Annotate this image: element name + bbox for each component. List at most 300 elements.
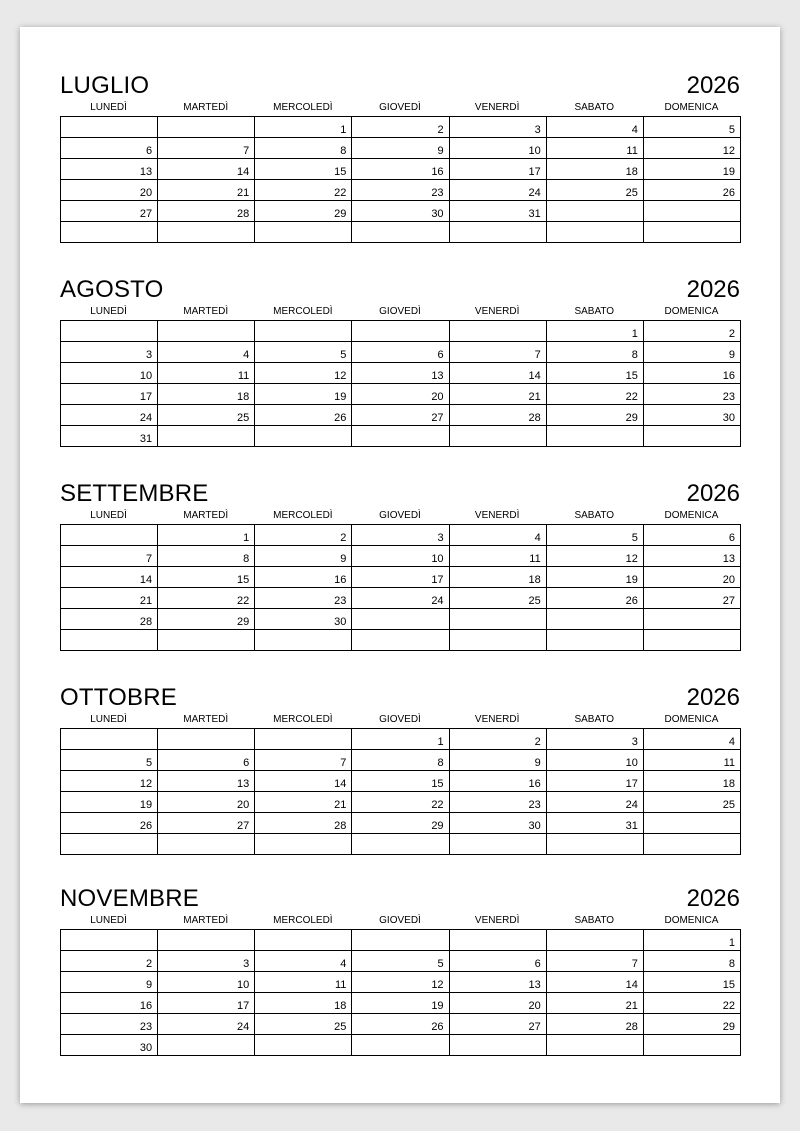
day-number: 26 (722, 187, 735, 199)
day-cell (255, 630, 352, 651)
day-number: 6 (146, 145, 153, 157)
month-block-agosto (60, 272, 740, 447)
weekday-label: LUNEDÌ (90, 510, 127, 521)
weekday-label: MARTEDÌ (183, 510, 229, 521)
day-number: 2 (534, 736, 541, 748)
day-number: 12 (139, 778, 153, 790)
day-cell (546, 363, 643, 384)
day-cell (61, 729, 158, 750)
day-number: 19 (139, 799, 153, 811)
day-cell (61, 159, 158, 180)
month-title: OTTOBRE (60, 684, 177, 711)
day-number: 8 (728, 958, 735, 970)
day-cell (158, 588, 255, 609)
day-number: 28 (334, 820, 347, 832)
day-number: 17 (431, 574, 444, 586)
week-row (61, 951, 741, 972)
weekday-label: MERCOLEDÌ (273, 510, 333, 521)
day-number: 22 (431, 799, 444, 811)
day-number: 24 (237, 1021, 250, 1033)
day-cell (255, 951, 352, 972)
weekday-label: LUNEDÌ (90, 306, 127, 317)
day-cell (255, 201, 352, 222)
day-number: 3 (534, 124, 541, 136)
month-header (60, 68, 740, 102)
day-cell (546, 771, 643, 792)
day-number: 30 (722, 412, 735, 424)
day-cell (158, 405, 255, 426)
day-cell (61, 930, 158, 951)
day-number: 26 (431, 1021, 444, 1033)
day-number: 27 (431, 412, 444, 424)
week-row (61, 222, 741, 243)
day-cell (546, 117, 643, 138)
weekday-header-row (60, 510, 740, 524)
day-number: 5 (340, 349, 347, 361)
day-number: 21 (139, 595, 153, 607)
day-cell (546, 159, 643, 180)
week-row (61, 405, 741, 426)
day-cell (158, 834, 255, 855)
week-row (61, 525, 741, 546)
day-cell (61, 525, 158, 546)
weekday-header-row (60, 714, 740, 728)
day-number: 5 (728, 124, 735, 136)
day-cell (352, 972, 449, 993)
weekday-label: LUNEDÌ (90, 915, 127, 926)
calendar-page (20, 27, 780, 1103)
weekday-label: LUNEDÌ (90, 102, 127, 113)
day-cell (449, 117, 546, 138)
day-cell (449, 567, 546, 588)
day-cell (255, 834, 352, 855)
day-number: 18 (722, 778, 735, 790)
day-number: 21 (237, 187, 250, 199)
day-number: 7 (534, 349, 541, 361)
day-number: 15 (625, 370, 638, 382)
day-number: 10 (528, 145, 541, 157)
day-number: 16 (528, 778, 541, 790)
month-header (60, 272, 740, 306)
day-number: 4 (631, 124, 638, 136)
week-row (61, 1014, 741, 1035)
day-cell (449, 771, 546, 792)
day-cell (158, 792, 255, 813)
day-cell (352, 1035, 449, 1056)
weekday-label: VENERDÌ (474, 714, 520, 725)
week-row (61, 834, 741, 855)
day-cell (255, 771, 352, 792)
weekday-label: MARTEDÌ (183, 714, 229, 725)
day-number: 6 (243, 757, 250, 769)
day-cell (158, 1035, 255, 1056)
day-cell (546, 993, 643, 1014)
day-cell (158, 321, 255, 342)
day-cell (158, 1014, 255, 1035)
day-cell (158, 609, 255, 630)
day-number: 20 (139, 187, 153, 199)
month-year: 2026 (686, 72, 740, 99)
day-cell (546, 729, 643, 750)
day-cell (449, 729, 546, 750)
week-row (61, 321, 741, 342)
day-number: 9 (437, 145, 444, 157)
day-number: 15 (722, 979, 735, 991)
day-number: 19 (722, 166, 735, 178)
day-number: 5 (631, 532, 638, 544)
day-number: 29 (625, 412, 638, 424)
weekday-label: DOMENICA (664, 306, 719, 317)
weekday-label: SABATO (574, 714, 615, 725)
day-number: 31 (625, 820, 638, 832)
day-number: 11 (626, 145, 638, 157)
day-cell (158, 342, 255, 363)
day-cell (352, 180, 449, 201)
day-cell (546, 792, 643, 813)
day-cell (158, 180, 255, 201)
day-cell (158, 363, 255, 384)
day-cell (158, 384, 255, 405)
day-number: 26 (334, 412, 347, 424)
day-cell (449, 1014, 546, 1035)
day-cell (546, 384, 643, 405)
day-number: 12 (722, 145, 735, 157)
day-number: 17 (237, 1000, 250, 1012)
day-number: 11 (335, 979, 347, 991)
day-cell (352, 1014, 449, 1035)
day-cell (449, 384, 546, 405)
week-row (61, 993, 741, 1014)
day-cell (352, 729, 449, 750)
day-number: 11 (237, 370, 250, 382)
weekday-label: LUNEDÌ (90, 714, 127, 725)
day-cell (352, 930, 449, 951)
day-cell (643, 588, 740, 609)
day-cell (158, 201, 255, 222)
day-cell (546, 180, 643, 201)
day-cell (546, 546, 643, 567)
day-cell (158, 117, 255, 138)
day-cell (158, 426, 255, 447)
day-number: 1 (243, 532, 250, 544)
day-cell (61, 384, 158, 405)
day-number: 25 (625, 187, 638, 199)
week-row (61, 384, 741, 405)
day-cell (255, 363, 352, 384)
day-cell (546, 972, 643, 993)
month-year: 2026 (686, 885, 740, 912)
day-cell (449, 546, 546, 567)
day-cell (61, 342, 158, 363)
day-cell (546, 951, 643, 972)
day-cell (546, 609, 643, 630)
day-number: 29 (722, 1021, 735, 1033)
day-number: 25 (334, 1021, 347, 1033)
day-cell (352, 951, 449, 972)
day-cell (643, 951, 740, 972)
day-number: 12 (334, 370, 347, 382)
week-row (61, 972, 741, 993)
day-cell (255, 972, 352, 993)
day-cell (643, 222, 740, 243)
month-block-luglio (60, 68, 740, 243)
day-cell (61, 792, 158, 813)
month-year: 2026 (686, 684, 740, 711)
day-cell (61, 630, 158, 651)
day-cell (352, 813, 449, 834)
week-row (61, 771, 741, 792)
month-title: LUGLIO (60, 72, 150, 99)
day-number: 5 (146, 757, 153, 769)
day-number: 27 (722, 595, 735, 607)
day-cell (61, 222, 158, 243)
day-cell (643, 159, 740, 180)
day-number: 6 (534, 958, 541, 970)
day-cell (546, 201, 643, 222)
day-cell (643, 630, 740, 651)
day-cell (352, 159, 449, 180)
day-number: 8 (437, 757, 444, 769)
day-cell (61, 321, 158, 342)
day-cell (643, 138, 740, 159)
day-cell (61, 1035, 158, 1056)
day-cell (352, 222, 449, 243)
day-cell (352, 588, 449, 609)
day-cell (255, 1014, 352, 1035)
day-cell (643, 729, 740, 750)
day-cell (352, 750, 449, 771)
day-cell (449, 750, 546, 771)
weekday-label: GIOVEDÌ (379, 306, 421, 317)
month-title: SETTEMBRE (60, 480, 209, 507)
weekday-header-row (60, 102, 740, 116)
day-number: 7 (243, 145, 250, 157)
week-row (61, 546, 741, 567)
day-number: 6 (728, 532, 735, 544)
day-cell (449, 951, 546, 972)
day-number: 18 (625, 166, 638, 178)
day-number: 3 (437, 532, 444, 544)
day-cell (255, 792, 352, 813)
day-number: 23 (334, 595, 347, 607)
day-cell (546, 321, 643, 342)
day-number: 22 (625, 391, 638, 403)
month-grid (60, 116, 741, 243)
day-cell (352, 609, 449, 630)
month-title: AGOSTO (60, 276, 164, 303)
weekday-label: SABATO (574, 510, 615, 521)
day-cell (643, 813, 740, 834)
day-number: 13 (431, 370, 444, 382)
day-cell (546, 630, 643, 651)
weekday-label: DOMENICA (664, 915, 719, 926)
day-cell (352, 792, 449, 813)
month-grid (60, 728, 741, 855)
day-number: 25 (722, 799, 735, 811)
day-number: 18 (528, 574, 541, 586)
day-number: 25 (237, 412, 250, 424)
weekday-label: MERCOLEDÌ (273, 915, 333, 926)
day-cell (546, 750, 643, 771)
day-cell (158, 567, 255, 588)
day-cell (61, 834, 158, 855)
day-cell (643, 342, 740, 363)
day-number: 16 (722, 370, 735, 382)
day-number: 24 (625, 799, 638, 811)
day-cell (546, 426, 643, 447)
day-cell (255, 546, 352, 567)
day-cell (643, 546, 740, 567)
day-number: 10 (431, 553, 444, 565)
day-number: 13 (139, 166, 153, 178)
week-row (61, 426, 741, 447)
day-cell (449, 405, 546, 426)
day-number: 23 (431, 187, 444, 199)
day-cell (61, 426, 158, 447)
day-cell (449, 222, 546, 243)
weekday-label: DOMENICA (664, 510, 719, 521)
day-number: 27 (139, 208, 153, 220)
day-cell (643, 609, 740, 630)
day-number: 17 (528, 166, 541, 178)
day-cell (449, 426, 546, 447)
day-cell (255, 222, 352, 243)
day-number: 27 (237, 820, 250, 832)
day-number: 12 (625, 553, 638, 565)
day-cell (255, 930, 352, 951)
day-cell (546, 405, 643, 426)
day-cell (61, 117, 158, 138)
day-cell (255, 321, 352, 342)
day-cell (643, 1014, 740, 1035)
day-cell (352, 771, 449, 792)
day-cell (255, 117, 352, 138)
day-cell (449, 138, 546, 159)
day-number: 3 (631, 736, 638, 748)
day-cell (158, 138, 255, 159)
weekday-header-row (60, 915, 740, 929)
week-row (61, 813, 741, 834)
day-number: 9 (728, 349, 735, 361)
day-number: 7 (340, 757, 347, 769)
day-cell (352, 405, 449, 426)
day-number: 15 (237, 574, 250, 586)
weekday-label: MARTEDÌ (183, 306, 229, 317)
weekday-label: GIOVEDÌ (379, 510, 421, 521)
day-number: 22 (237, 595, 250, 607)
day-cell (643, 792, 740, 813)
week-row (61, 1035, 741, 1056)
day-cell (61, 546, 158, 567)
day-number: 1 (437, 736, 444, 748)
month-grid (60, 929, 741, 1056)
day-cell (546, 588, 643, 609)
day-cell (643, 117, 740, 138)
day-cell (449, 630, 546, 651)
day-cell (352, 117, 449, 138)
day-number: 23 (528, 799, 541, 811)
day-cell (449, 321, 546, 342)
day-cell (158, 159, 255, 180)
day-cell (352, 630, 449, 651)
day-number: 4 (534, 532, 541, 544)
weekday-label: MERCOLEDÌ (273, 306, 333, 317)
day-number: 23 (722, 391, 735, 403)
weekday-label: DOMENICA (664, 102, 719, 113)
day-number: 14 (625, 979, 638, 991)
day-number: 21 (334, 799, 347, 811)
month-title: NOVEMBRE (60, 885, 199, 912)
day-number: 18 (237, 391, 250, 403)
day-number: 28 (139, 616, 153, 628)
day-number: 31 (528, 208, 541, 220)
day-number: 24 (431, 595, 444, 607)
day-cell (546, 222, 643, 243)
day-number: 27 (528, 1021, 541, 1033)
day-number: 9 (340, 553, 347, 565)
day-cell (255, 993, 352, 1014)
weekday-label: GIOVEDÌ (379, 102, 421, 113)
day-cell (61, 201, 158, 222)
day-cell (158, 546, 255, 567)
day-cell (449, 159, 546, 180)
day-cell (61, 750, 158, 771)
day-cell (449, 1035, 546, 1056)
day-cell (352, 321, 449, 342)
day-cell (255, 525, 352, 546)
day-number: 5 (437, 958, 444, 970)
day-cell (352, 567, 449, 588)
weekday-label: VENERDÌ (474, 915, 520, 926)
day-cell (643, 363, 740, 384)
day-cell (158, 993, 255, 1014)
weekday-header-row (60, 306, 740, 320)
day-number: 3 (243, 958, 250, 970)
day-number: 16 (431, 166, 444, 178)
day-number: 19 (431, 1000, 444, 1012)
day-cell (449, 792, 546, 813)
day-cell (352, 546, 449, 567)
day-number: 20 (237, 799, 250, 811)
weekday-label: MARTEDÌ (183, 915, 229, 926)
day-cell (352, 525, 449, 546)
day-number: 23 (139, 1021, 153, 1033)
day-cell (61, 993, 158, 1014)
week-row (61, 630, 741, 651)
day-number: 11 (529, 553, 541, 565)
day-cell (158, 771, 255, 792)
day-cell (546, 834, 643, 855)
day-cell (449, 930, 546, 951)
week-row (61, 588, 741, 609)
weekday-label: VENERDÌ (474, 306, 520, 317)
day-cell (643, 750, 740, 771)
month-grid (60, 320, 741, 447)
weekday-label: DOMENICA (664, 714, 719, 725)
day-number: 26 (139, 820, 153, 832)
day-cell (449, 972, 546, 993)
month-header (60, 680, 740, 714)
day-number: 21 (625, 1000, 638, 1012)
day-number: 7 (146, 553, 153, 565)
day-cell (255, 729, 352, 750)
day-cell (61, 1014, 158, 1035)
day-cell (352, 993, 449, 1014)
day-number: 30 (528, 820, 541, 832)
day-cell (546, 1035, 643, 1056)
day-cell (61, 180, 158, 201)
day-cell (61, 588, 158, 609)
